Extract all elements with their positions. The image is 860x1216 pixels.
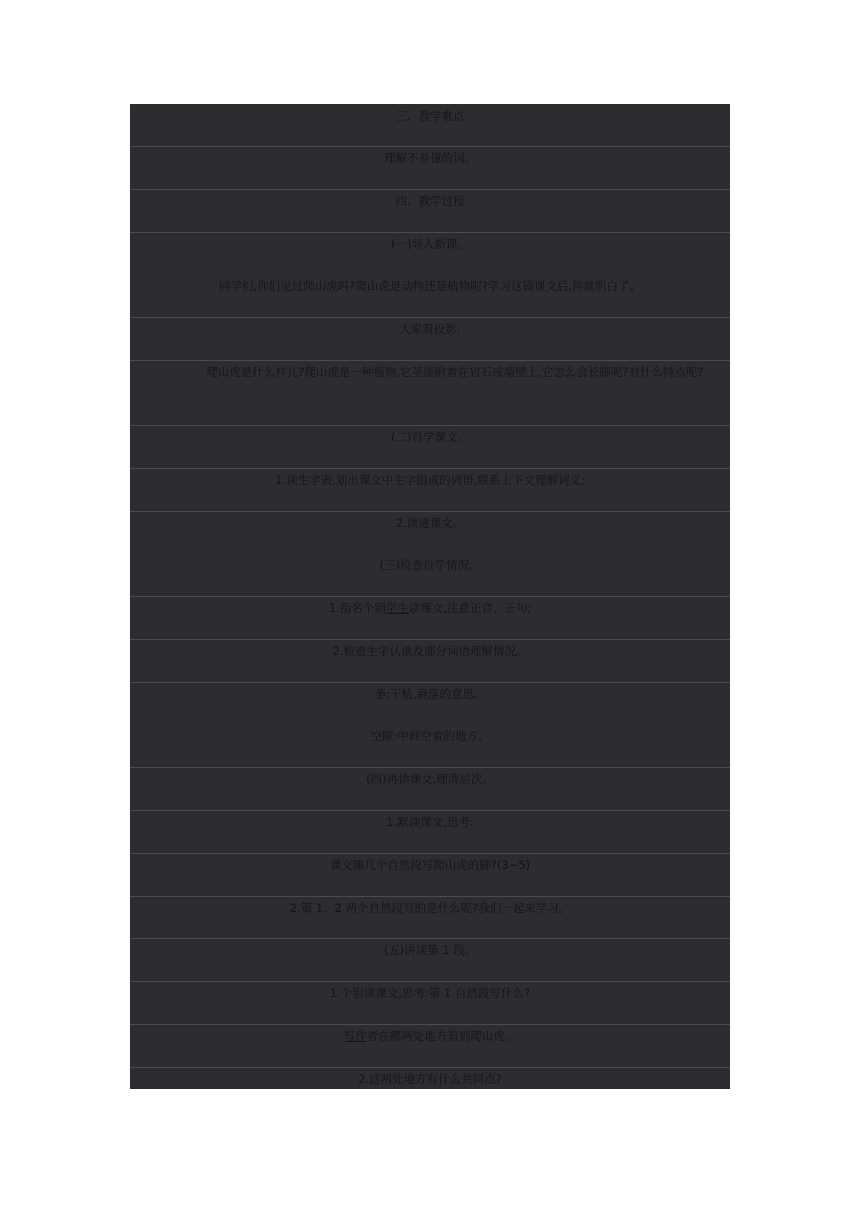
link-writing[interactable]: 写作 [343, 1029, 367, 1043]
list-item-text: 1.指名个别 [328, 601, 386, 615]
list-item: 1.默读课文,思考: [386, 815, 474, 829]
paragraph [130, 1026, 730, 1046]
row-separator [130, 682, 730, 683]
row-separator [130, 596, 730, 597]
document-block [130, 104, 730, 1089]
row-separator [130, 317, 730, 318]
paragraph: 空隙:中间空着的地方。 [370, 729, 490, 743]
paragraph: 理解不易懂的词。 [384, 151, 476, 165]
row-separator [130, 146, 730, 147]
row-separator [130, 511, 730, 512]
paragraph-text: 者在哪两处地方看到爬山虎。 [366, 1029, 517, 1043]
row-separator [130, 425, 730, 426]
list-item: 1.读生字表,划出课文中生字组成的词语,联系上下文理解词义; [275, 473, 585, 487]
subsection-heading: (一)导入新课。 [391, 237, 469, 251]
row-separator [130, 189, 730, 190]
row-separator [130, 639, 730, 640]
list-item [130, 598, 730, 618]
row-separator [130, 360, 730, 361]
subsection-heading: (五)讲读第 1 段。 [383, 943, 477, 957]
section-heading: 四、教学过程 [395, 194, 465, 208]
row-separator [130, 468, 730, 469]
row-separator [130, 896, 730, 897]
list-item: 1.个别读课文,思考:第 1 自然段写什么? [329, 986, 531, 1000]
list-item: 2.读通课文。 [395, 516, 465, 530]
row-separator [130, 1024, 730, 1025]
list-item-text: 读课文,注意正音、正句; [408, 601, 532, 615]
link-student[interactable]: 学生 [385, 601, 409, 615]
row-separator [130, 981, 730, 982]
row-separator [130, 232, 730, 233]
subsection-heading: (四)再读课文,理清层次。 [366, 772, 494, 786]
paragraph: 大家看投影: [399, 322, 461, 336]
paragraph: 同学们,你们见过爬山虎吗?爬山虎是动物还是植物呢?学习这篇课文后,你就明白了。 [218, 279, 641, 293]
row-separator [130, 1067, 730, 1068]
list-item: 2.这两处地方有什么共同点? [358, 1072, 502, 1086]
row-separator [130, 810, 730, 811]
row-separator [130, 767, 730, 768]
paragraph: 爬山虎是什么样儿?爬山虎是一种植物,它茎能附着在岩石或墙壁上,它怎么会长脚呢?有什么特点呢? [206, 365, 704, 379]
paragraph: 萎:干枯,衰落的意思。 [374, 687, 486, 701]
list-item: 2.检查生字认读及部分词语理解情况。 [332, 644, 528, 658]
section-heading: 三、教学难点 [395, 109, 465, 123]
row-separator [130, 938, 730, 939]
row-separator [130, 853, 730, 854]
list-item: 2.第 1、2 两个自然段写的是什么呢?我们一起来学习。 [289, 901, 571, 915]
paragraph: 课文哪几个自然段写爬山虎的脚?(3~5) [329, 858, 531, 872]
subsection-heading: (三)检查自学情况。 [379, 558, 481, 572]
subsection-heading: (二)自学课文。 [391, 430, 469, 444]
